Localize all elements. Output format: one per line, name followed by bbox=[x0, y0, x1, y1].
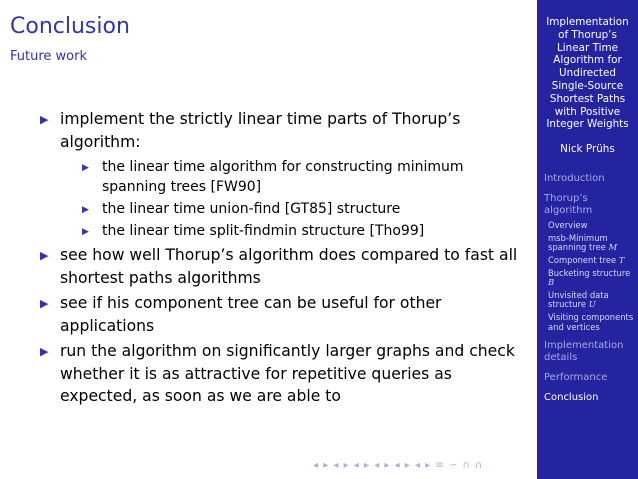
bullet-text: run the algorithm on significantly larger graphs and check whether it is as attractive for repetitive queries as expected, as soon as we are able to bbox=[60, 342, 515, 405]
sub-bullet-item bbox=[82, 199, 520, 219]
bullet-arrow-icon: ▶ bbox=[40, 249, 49, 262]
sidebar-section-link[interactable]: Implementation details bbox=[544, 340, 624, 364]
beamer-navigation-symbols[interactable]: ◂ ▸ ◂ ▸ ◂ ▸ ◂ ▸ ◂ ▸ ◂ ▸ ≡ ∽ ∩ ∩ bbox=[313, 460, 484, 471]
sidebar-subsection-math: B bbox=[548, 277, 555, 288]
sidebar-section-link[interactable]: Introduction bbox=[544, 173, 605, 185]
sidebar-subsection-math: M bbox=[608, 242, 618, 253]
bullet-item bbox=[40, 340, 520, 408]
sub-bullet-text: the linear time union-find [GT85] structure bbox=[102, 201, 401, 217]
sidebar-subsection-link[interactable] bbox=[548, 291, 638, 310]
sub-bullet-arrow-icon: ▶ bbox=[82, 205, 89, 215]
sidebar bbox=[537, 0, 638, 479]
sidebar-author: Nick Prühs bbox=[560, 143, 615, 156]
sidebar-subsection-label: Component tree bbox=[548, 254, 617, 265]
sidebar-section-link[interactable]: Performance bbox=[544, 372, 608, 384]
sidebar-subsection-link[interactable] bbox=[548, 269, 638, 288]
sidebar-section-link[interactable]: Conclusion bbox=[544, 392, 599, 404]
bullet-item bbox=[40, 292, 520, 337]
frame-title: Conclusion bbox=[10, 14, 130, 39]
sidebar-subsection-label: Visiting components and vertices bbox=[548, 311, 634, 332]
sidebar-subsection-label: Bucketing structure bbox=[548, 267, 631, 278]
sidebar-subsection-label: msb-Minimum spanning tree bbox=[548, 232, 608, 253]
sub-bullet-text: the linear time split-findmin structure [Tho99] bbox=[102, 223, 425, 239]
frame-subtitle: Future work bbox=[10, 49, 87, 64]
sidebar-section-link[interactable]: Thorup’s algorithm bbox=[544, 193, 593, 217]
sidebar-subsection-link[interactable] bbox=[548, 234, 638, 253]
sidebar-subsection-link[interactable] bbox=[548, 313, 638, 332]
sidebar-subsection-label: Unvisited data structure bbox=[548, 289, 609, 310]
sidebar-talk-title[interactable]: Implementation of Thorup’s Linear Time Algorithm for Undirected Single-Source Shortest Paths with Positive Integer Weights bbox=[546, 16, 629, 131]
sub-bullet-item bbox=[82, 221, 520, 241]
sub-bullet-arrow-icon: ▶ bbox=[82, 163, 89, 173]
bullet-arrow-icon: ▶ bbox=[40, 113, 49, 126]
bullet-text: see how well Thorup’s algorithm does compared to fast all shortest paths algorithms bbox=[60, 246, 518, 287]
bullet-list bbox=[40, 108, 520, 411]
sidebar-subsection-label: Overview bbox=[548, 220, 588, 231]
bullet-item bbox=[40, 244, 520, 289]
sidebar-subsection-math: U bbox=[588, 299, 596, 310]
sub-bullet-item bbox=[82, 157, 520, 197]
bullet-text: see if his component tree can be useful for other applications bbox=[60, 294, 442, 335]
sidebar-navigation bbox=[537, 173, 638, 404]
bullet-item bbox=[40, 108, 520, 241]
sidebar-subsection-link[interactable] bbox=[548, 221, 638, 231]
sub-bullet-text: the linear time algorithm for constructing minimum spanning trees [FW90] bbox=[102, 159, 464, 195]
sub-bullet-arrow-icon: ▶ bbox=[82, 227, 89, 237]
bullet-arrow-icon: ▶ bbox=[40, 345, 49, 358]
sidebar-subsection-math: T bbox=[618, 254, 625, 265]
bullet-arrow-icon: ▶ bbox=[40, 297, 49, 310]
sidebar-subsection-link[interactable] bbox=[548, 256, 638, 266]
bullet-text: implement the strictly linear time parts of Thorup’s algorithm: bbox=[60, 110, 461, 151]
